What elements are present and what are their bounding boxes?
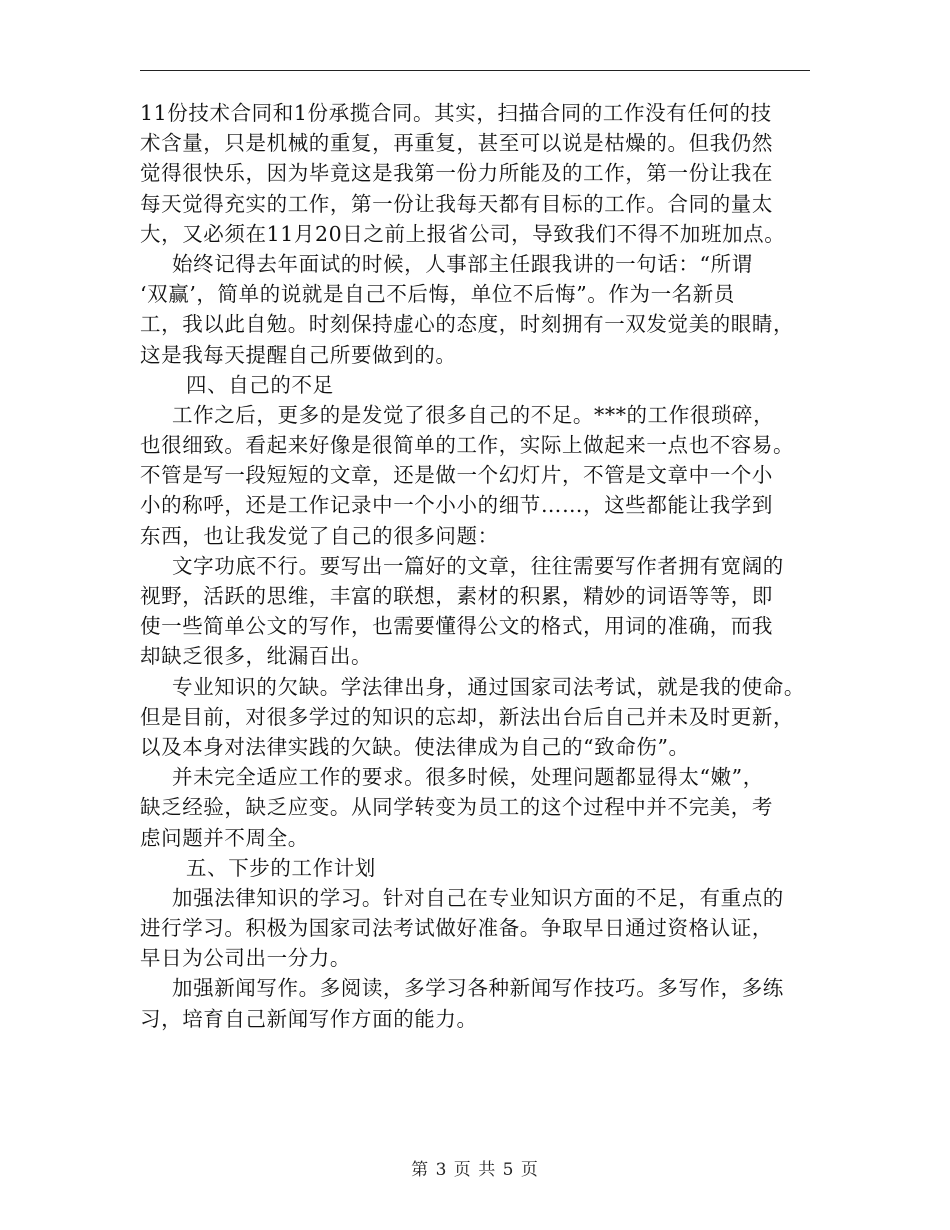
section-heading: 四、自己的不足 xyxy=(186,372,334,397)
text-line: 大，又必须在11月20日之前上报省公司，导致我们不得不加班加点。 xyxy=(140,221,786,246)
text-line: 东西，也让我发觉了自己的很多问题： xyxy=(140,523,499,548)
text-line: 不管是写一段短短的文章，还是做一个幻灯片，不管是文章中一个小 xyxy=(140,463,773,488)
text-line: 这是我每天提醒自己所要做到的。 xyxy=(140,342,457,367)
section-heading: 五、下步的工作计划 xyxy=(186,855,376,880)
text-line: 虑问题并不周全。 xyxy=(140,825,309,850)
text-line: 加强法律知识的学习。针对自己在专业知识方面的不足，有重点的 xyxy=(172,885,784,910)
text-line: 加强新闻写作。多阅读，多学习各种新闻写作技巧。多写作，多练 xyxy=(172,976,784,1001)
text-line: 也很细致。看起来好像是很简单的工作，实际上做起来一点也不容易。 xyxy=(140,433,795,458)
document-body xyxy=(140,98,830,1034)
text-line: 习，培育自己新闻写作方面的能力。 xyxy=(140,1006,478,1031)
text-line: 觉得很快乐，因为毕竟这是我第一份力所能及的工作，第一份让我在 xyxy=(140,161,773,186)
text-line: 使一些简单公文的写作，也需要懂得公文的格式，用词的准确，而我 xyxy=(140,614,773,639)
text-line: 工，我以此自勉。时刻保持虚心的态度，时刻拥有一双发觉美的眼睛， xyxy=(140,312,795,337)
text-line: 早日为公司出一分力。 xyxy=(140,946,351,971)
text-line: 始终记得去年面试的时候，人事部主任跟我讲的一句话：“所谓 xyxy=(172,251,753,276)
text-line: 11份技术合同和1份承揽合同。其实，扫描合同的工作没有任何的技 xyxy=(140,101,772,125)
text-line: 视野，活跃的思维，丰富的联想，素材的积累，精妙的词语等等，即 xyxy=(140,584,773,608)
text-line: 并未完全适应工作的要求。很多时候，处理问题都显得太“嫩”， xyxy=(172,765,764,790)
text-line: 但是目前，对很多学过的知识的忘却，新法出台后自己并未及时更新， xyxy=(140,704,795,729)
text-line: 专业知识的欠缺。学法律出身，通过国家司法考试，就是我的使命。 xyxy=(172,674,805,699)
text-line: 小的称呼，还是工作记录中一个小小的细节……，这些都能让我学到 xyxy=(140,493,773,518)
text-line: 缺乏经验，缺乏应变。从同学转变为员工的这个过程中并不完美，考 xyxy=(140,795,773,820)
text-line: 文字功底不行。要写出一篇好的文章，往往需要写作者拥有宽阔的 xyxy=(172,553,784,578)
text-line: 术含量，只是机械的重复，再重复，甚至可以说是枯燥的。但我仍然 xyxy=(140,131,773,156)
text-line: 进行学习。积极为国家司法考试做好准备。争取早日通过资格认证， xyxy=(140,916,773,941)
text-line: 以及本身对法律实践的欠缺。使法律成为自己的“致命伤”。 xyxy=(140,734,690,759)
text-line: ‘双赢’，简单的说就是自己不后悔，单位不后悔”。作为一名新员 xyxy=(140,282,736,307)
page-footer: 第 3 页 共 5 页 xyxy=(411,1160,539,1180)
text-line: 却缺乏很多，纰漏百出。 xyxy=(140,644,373,669)
header-divider xyxy=(140,70,810,71)
text-line: 每天觉得充实的工作，第一份让我每天都有目标的工作。合同的量太 xyxy=(140,191,773,216)
text-line: 工作之后，更多的是发觉了很多自己的不足。***的工作很琐碎， xyxy=(172,402,775,427)
